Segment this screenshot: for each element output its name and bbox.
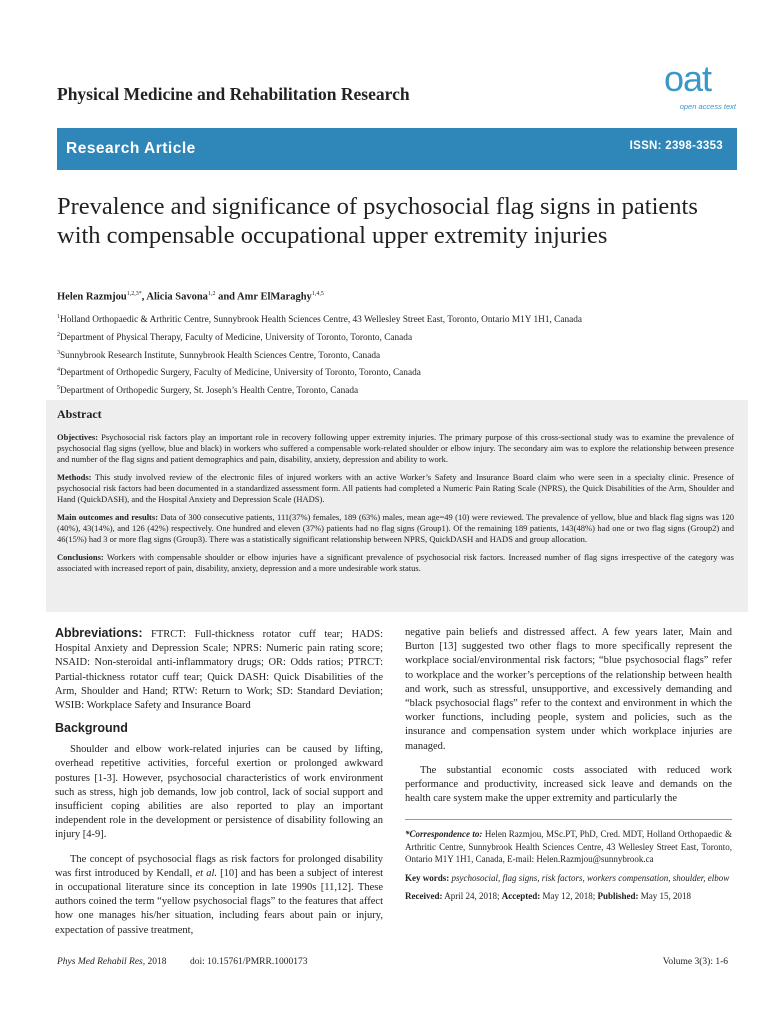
objectives-label: Objectives: xyxy=(57,432,99,442)
author-separator: and xyxy=(215,291,238,303)
paragraph-gap xyxy=(55,843,383,853)
keywords-label: Key words: xyxy=(405,872,450,883)
affiliation-text: Department of Orthopedic Surgery, Faculty of Medicine, University of Toronto, Toronto, Canada xyxy=(60,368,421,379)
received-label: Received: xyxy=(405,891,443,901)
background-paragraph xyxy=(55,853,383,938)
abstract-content xyxy=(57,407,734,581)
affiliation-item xyxy=(57,328,582,346)
abbreviations-label: Abbreviations: xyxy=(55,626,143,640)
conclusions-text: Workers with compensable shoulder or elbow injuries have a significant prevalence of psychosocial risk factors. Increased number of flag signs irrespective of the category was associated with increased report of pain, disability, anxiety, depression and a more undesirable work status. xyxy=(57,552,734,573)
results-label: Main outcomes and results: xyxy=(57,512,159,522)
article-type-label: Research Article xyxy=(66,140,196,157)
author-affiliation-marker: 1,2,3* xyxy=(126,291,142,297)
left-column xyxy=(55,626,383,938)
affiliation-number: 5 xyxy=(57,385,60,392)
abstract-box xyxy=(46,400,748,612)
affiliation-number: 1 xyxy=(57,314,60,320)
correspondence-paragraph xyxy=(405,828,732,866)
affiliation-number: 2 xyxy=(57,331,60,338)
footer-citation xyxy=(57,957,167,967)
background-paragraph: Shoulder and elbow work-related injuries can be caused by lifting, overhead repetitive activities, forceful exertion or prolonged awkward postures [1-3]. However, psychosocial characteristics of work environment such as stress, high job demands, low job control, lack of social support and insufficient coping abilities are also reported to play an important independent role in the development or persistence of disability following an injury [4-9]. xyxy=(55,744,383,841)
accepted-date: May 12, 2018; xyxy=(540,891,598,901)
objectives-text: Psychosocial risk factors play an important role in recovery following upper extremity injuries. The primary purpose of this cross-sectional study was to examine the prevalence of psychosocial flag signs (yellow, blue and black) in workers who suffered a compensable work-related shoulder or elbow injury. The secondary aim was to explore the relationship between presence and number of the flag signs and patient demographics and pain, disability, anxiety, depression and ability to work. xyxy=(57,432,735,464)
footer-volume: Volume 3(3): 1-6 xyxy=(662,957,728,967)
issn: ISSN: 2398-3353 xyxy=(629,140,723,152)
abstract-heading: Abstract xyxy=(57,407,102,421)
body-paragraph: The substantial economic costs associated with reduced work performance and productivity, increased sick leave and demands on the health care system make the upper extremity and particularly the xyxy=(405,764,732,805)
received-date: April 24, 2018; xyxy=(442,891,502,901)
dates-paragraph xyxy=(405,890,732,903)
author-name: Helen Razmjou xyxy=(57,291,127,303)
abstract-objectives xyxy=(57,432,734,465)
abstract-results xyxy=(57,512,734,545)
paragraph-gap xyxy=(405,754,732,764)
affiliation-text: Department of Orthopedic Surgery, St. Joseph’s Health Centre, Toronto, Canada xyxy=(60,386,359,397)
body-paragraph: negative pain beliefs and distressed affect. A few years later, Main and Burton [13] suggested two other flags to more specifically represent the workplace social/environmental risk factors; “blue psychosocial flags” refer to workplace and the worker’s perceptions of the relationship between health and work, such as stressful, unsupportive, and excessively demanding and “black psychosocial flags” refer to the context and environment in which the worker functions, including people, system and policies, such as the insurance and compensation system under which workplace injuries are managed. xyxy=(405,627,732,752)
affiliation-list xyxy=(57,310,582,399)
footer-year: 2018 xyxy=(145,957,167,967)
correspondence-label: *Correspondence to: xyxy=(405,829,483,839)
affiliation-text: Holland Orthopaedic & Arthritic Centre, Sunnybrook Health Sciences Centre, 43 Wellesley Street East, Toronto, Ontario M1Y 1H1, Canada xyxy=(60,315,583,326)
abstract-conclusions xyxy=(57,552,734,574)
paragraph-text: [10] and has been a subject of interest in occupational literature since its conception in late 1990s [11,12]. These authors coined the term “yellow psychosocial flags” to the features that affect how one manages his/her situation, including fears about pain or injury, expectation of passive treatment, xyxy=(55,867,383,936)
article-type-banner xyxy=(57,128,737,170)
published-date: May 15, 2018 xyxy=(638,891,691,901)
affiliation-item xyxy=(57,363,582,381)
results-text: Data of 300 consecutive patients, 111(37%) females, 189 (63%) males, mean age=49 (10) were reviewed. The prevalence of yellow, blue and black flag signs was 120 (40%), 43(14%), and 126 (42%) respectively. One hundred and eleven (37%) patients had no flag signs (Group1). Of the remaining 189 patients, 143(48%) had one or two flag signs (Group2) and 46(15%) had 3 or more flag signs (Group3). There was a statistically significant relationship between NPRS, QuickDASH and HADS and group allocation. xyxy=(57,512,734,544)
oat-logo xyxy=(664,58,736,114)
author-affiliation-marker: 1,4,5 xyxy=(311,291,324,297)
affiliation-item xyxy=(57,346,582,364)
correspondence-text: Helen Razmjou, MSc.PT, PhD, Cred. MDT, Holland Orthopaedic & Arthritic Centre, Sunnybrook Health Sciences Centre, 43 Wellesley Street East, Toronto, Ontario M1Y 1H1, Canada, E-mail: Helen.Razmjou@sunnybrook.ca xyxy=(405,829,732,864)
author-name: Amr ElMaraghy xyxy=(237,291,312,303)
accepted-label: Accepted: xyxy=(501,891,541,901)
abbreviations-text: FTRCT: Full-thickness rotator cuff tear; HADS: Hospital Anxiety and Depression Scale; NPRS: Numeric pain rating score; NSAID: Non-steroidal anti-inflammatory drugs; OR: Odds ratios; PTRCT: Partial-thickness rotator cuff tear; Quick DASH: Quick Disabilities of the Arm, Shoulder and Hand; RTW: Return to Work; SD: Standard Deviation; WSIB: Workplace Safety and Insurance Board xyxy=(55,629,383,712)
methods-label: Methods: xyxy=(57,472,92,482)
article-title: Prevalence and significance of psychosocial flag signs in patients with compensable occupational upper extremity injuries xyxy=(57,193,698,249)
affiliation-text: Sunnybrook Research Institute, Sunnybrook Health Sciences Centre, Toronto, Canada xyxy=(60,350,381,361)
et-al: et al. xyxy=(195,867,217,879)
logo-subtext: open access text xyxy=(679,102,736,111)
author-name: Alicia Savona xyxy=(146,291,208,303)
affiliation-number: 4 xyxy=(57,367,60,374)
correspondence-block xyxy=(405,828,732,909)
author-separator: , xyxy=(141,291,147,303)
affiliation-item xyxy=(57,310,582,328)
background-heading: Background xyxy=(55,721,128,736)
keywords-text: psychosocial, flag signs, risk factors, workers compensation, shoulder, elbow xyxy=(449,872,730,883)
footer-doi: doi: 10.15761/PMRR.1000173 xyxy=(190,957,308,967)
correspondence-divider xyxy=(405,819,732,820)
abstract-methods xyxy=(57,472,734,505)
author-list xyxy=(57,291,324,303)
keywords-paragraph xyxy=(405,872,732,885)
right-column xyxy=(405,626,732,806)
published-label: Published: xyxy=(597,891,639,901)
methods-text: This study involved review of the electronic files of injured workers with an active Worker’s Safety and Insurance Board claim who were seen in a specialty clinic. Presence of psychosocial risk factors had been documented in a standardized assessment form. All patients had completed a Numeric Pain Rating Scale (NPRS), the Quick Disabilities of the Arm, Shoulder and Hand (QuickDASH), and the Hospital Anxiety and Depression Scale (HADS). xyxy=(57,472,734,504)
affiliation-text: Department of Physical Therapy, Faculty of Medicine, University of Toronto, Toronto, Canada xyxy=(60,332,413,343)
author-affiliation-marker: 1,2 xyxy=(207,291,216,297)
affiliation-item xyxy=(57,381,582,399)
journal-abbrev: Phys Med Rehabil Res, xyxy=(57,957,146,967)
paragraph-text: The concept of psychosocial flags as risk factors for prolonged disability was first introduced by Kendall, xyxy=(55,853,383,879)
logo-text: oat xyxy=(664,58,712,99)
journal-name: Physical Medicine and Rehabilitation Research xyxy=(57,84,410,104)
abbreviations-paragraph xyxy=(55,626,383,713)
affiliation-number: 3 xyxy=(57,349,60,356)
conclusions-label: Conclusions: xyxy=(57,552,104,562)
